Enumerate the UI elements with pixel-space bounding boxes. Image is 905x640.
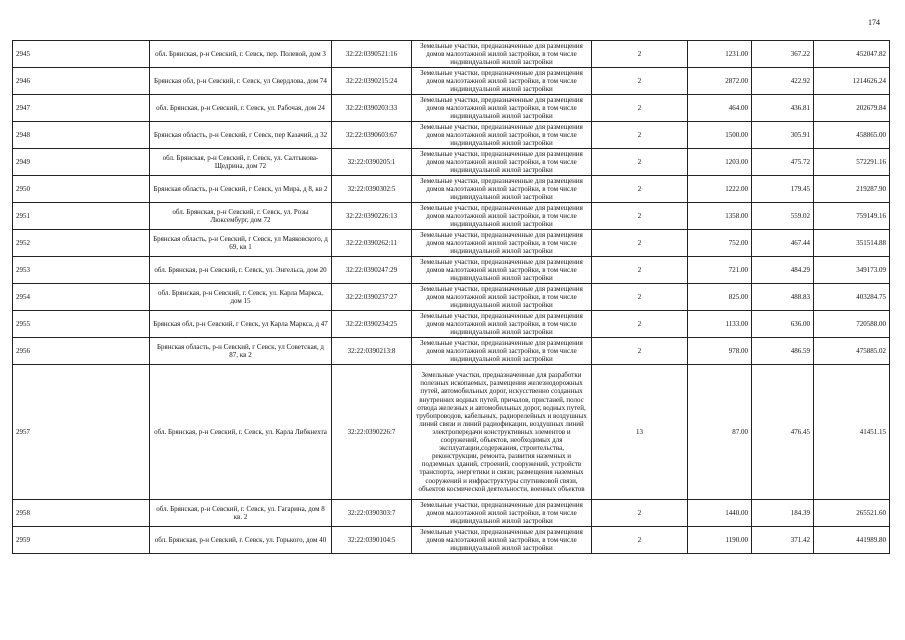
row-number: 2950 bbox=[13, 176, 150, 203]
specific-value-cell: 367.22 bbox=[752, 41, 814, 68]
address-cell: обл. Брянская, р-н Севский, г. Севск, пер. Полевой, дом 3 bbox=[150, 41, 332, 68]
cadastral-number-cell: 32:22:0390303:7 bbox=[332, 500, 412, 527]
cadastral-number-cell: 32:22:0390203:33 bbox=[332, 95, 412, 122]
address-cell: Брянская область, р-н Севский, г Севск, ул Советская, д 87, кв 2 bbox=[150, 338, 332, 365]
row-number: 2952 bbox=[13, 230, 150, 257]
area-cell: 825.00 bbox=[688, 284, 752, 311]
category-code-cell: 2 bbox=[592, 338, 688, 365]
area-cell: 1133.00 bbox=[688, 311, 752, 338]
table-row bbox=[13, 311, 890, 338]
land-use-cell: Земельные участки, предназначенные для размещения домов малоэтажной жилой застройки, в том числе индивидуальной жилой застройки bbox=[412, 68, 592, 95]
category-code-cell: 2 bbox=[592, 284, 688, 311]
row-number: 2949 bbox=[13, 149, 150, 176]
table-body bbox=[13, 41, 890, 554]
land-use-cell: Земельные участки, предназначенные для размещения домов малоэтажной жилой застройки, в том числе индивидуальной жилой застройки bbox=[412, 257, 592, 284]
row-number: 2956 bbox=[13, 338, 150, 365]
specific-value-cell: 371.42 bbox=[752, 527, 814, 554]
specific-value-cell: 305.91 bbox=[752, 122, 814, 149]
specific-value-cell: 476.45 bbox=[752, 365, 814, 500]
specific-value-cell: 467.44 bbox=[752, 230, 814, 257]
land-use-cell: Земельные участки, предназначенные для размещения домов малоэтажной жилой застройки, в том числе индивидуальной жилой застройки bbox=[412, 311, 592, 338]
cadastral-value-cell: 349173.09 bbox=[814, 257, 890, 284]
area-cell: 1500.00 bbox=[688, 122, 752, 149]
land-use-cell: Земельные участки, предназначенные для размещения домов малоэтажной жилой застройки, в том числе индивидуальной жилой застройки bbox=[412, 122, 592, 149]
cadastral-value-cell: 265521.60 bbox=[814, 500, 890, 527]
address-cell: обл. Брянская, р-н Севский, г. Севск, ул. Салтыкова-Щедрина, дом 72 bbox=[150, 149, 332, 176]
land-use-cell: Земельные участки, предназначенные для размещения домов малоэтажной жилой застройки, в том числе индивидуальной жилой застройки bbox=[412, 176, 592, 203]
specific-value-cell: 559.02 bbox=[752, 203, 814, 230]
land-use-cell: Земельные участки, предназначенные для разработки полезных ископаемых, размещения железнодорожных путей, автомобильных дорог, искусственно созданных внутренних водных путей, причалов, пристаней, полос отвода железных и автомобильных дорог, водных путей, трубопроводов, кабельных, радиорелейных и воздушных линий связи и линий радиофикации, воздушных линий электропередачи конструктивных элементов и сооружений, объектов, необходимых для эксплуатации,содержания, строительства, реконструкции, ремонта, развития наземных и подземных зданий, строений, сооружений, устройств транспорта, энергетики и связи; размещения наземных сооружений и инфраструктуры спутниковой связи, объектов космической деятельности, военных объектов bbox=[412, 365, 592, 500]
category-code-cell: 2 bbox=[592, 311, 688, 338]
category-code-cell: 13 bbox=[592, 365, 688, 500]
cadastral-number-cell: 32:22:0390213:8 bbox=[332, 338, 412, 365]
table-row bbox=[13, 527, 890, 554]
row-number: 2954 bbox=[13, 284, 150, 311]
table-row bbox=[13, 230, 890, 257]
address-cell: обл. Брянская, р-н Севский, г. Севск, ул. Горького, дом 40 bbox=[150, 527, 332, 554]
specific-value-cell: 179.45 bbox=[752, 176, 814, 203]
row-number: 2957 bbox=[13, 365, 150, 500]
row-number: 2945 bbox=[13, 41, 150, 68]
cadastral-value-cell: 1214626.24 bbox=[814, 68, 890, 95]
area-cell: 978.00 bbox=[688, 338, 752, 365]
cadastral-number-cell: 32:22:0390262:11 bbox=[332, 230, 412, 257]
land-use-cell: Земельные участки, предназначенные для размещения домов малоэтажной жилой застройки, в том числе индивидуальной жилой застройки bbox=[412, 284, 592, 311]
land-use-cell: Земельные участки, предназначенные для размещения домов малоэтажной жилой застройки, в том числе индивидуальной жилой застройки bbox=[412, 41, 592, 68]
specific-value-cell: 488.83 bbox=[752, 284, 814, 311]
land-registry-table bbox=[12, 40, 890, 554]
category-code-cell: 2 bbox=[592, 230, 688, 257]
category-code-cell: 2 bbox=[592, 527, 688, 554]
cadastral-value-cell: 351514.88 bbox=[814, 230, 890, 257]
cadastral-number-cell: 32:22:0390226:13 bbox=[332, 203, 412, 230]
cadastral-value-cell: 403284.75 bbox=[814, 284, 890, 311]
area-cell: 1358.00 bbox=[688, 203, 752, 230]
land-use-cell: Земельные участки, предназначенные для размещения домов малоэтажной жилой застройки, в том числе индивидуальной жилой застройки bbox=[412, 500, 592, 527]
cadastral-number-cell: 32:22:0390302:5 bbox=[332, 176, 412, 203]
category-code-cell: 2 bbox=[592, 68, 688, 95]
table-row bbox=[13, 41, 890, 68]
address-cell: Брянская область, р-н Севский, г Севск, ул Мира, д 8, кв 2 bbox=[150, 176, 332, 203]
area-cell: 87.00 bbox=[688, 365, 752, 500]
land-use-cell: Земельные участки, предназначенные для размещения домов малоэтажной жилой застройки, в том числе индивидуальной жилой застройки bbox=[412, 230, 592, 257]
category-code-cell: 2 bbox=[592, 122, 688, 149]
category-code-cell: 2 bbox=[592, 500, 688, 527]
area-cell: 1231.00 bbox=[688, 41, 752, 68]
land-use-cell: Земельные участки, предназначенные для размещения домов малоэтажной жилой застройки, в том числе индивидуальной жилой застройки bbox=[412, 149, 592, 176]
address-cell: обл. Брянская, р-н Севский, г. Севск, ул. Карла Маркса, дом 15 bbox=[150, 284, 332, 311]
land-use-cell: Земельные участки, предназначенные для размещения домов малоэтажной жилой застройки, в том числе индивидуальной жилой застройки bbox=[412, 95, 592, 122]
specific-value-cell: 475.72 bbox=[752, 149, 814, 176]
address-cell: обл. Брянская, р-н Севский, г. Севск, ул. Гагарина, дом 8 кв. 2 bbox=[150, 500, 332, 527]
row-number: 2947 bbox=[13, 95, 150, 122]
category-code-cell: 2 bbox=[592, 203, 688, 230]
area-cell: 1203.00 bbox=[688, 149, 752, 176]
specific-value-cell: 484.29 bbox=[752, 257, 814, 284]
cadastral-number-cell: 32:22:0390521:16 bbox=[332, 41, 412, 68]
cadastral-number-cell: 32:22:0390215:24 bbox=[332, 68, 412, 95]
cadastral-number-cell: 32:22:0390247:29 bbox=[332, 257, 412, 284]
cadastral-value-cell: 452047.82 bbox=[814, 41, 890, 68]
cadastral-number-cell: 32:22:0390603:67 bbox=[332, 122, 412, 149]
row-number: 2955 bbox=[13, 311, 150, 338]
cadastral-value-cell: 572291.16 bbox=[814, 149, 890, 176]
specific-value-cell: 436.81 bbox=[752, 95, 814, 122]
land-use-cell: Земельные участки, предназначенные для размещения домов малоэтажной жилой застройки, в том числе индивидуальной жилой застройки bbox=[412, 203, 592, 230]
row-number: 2953 bbox=[13, 257, 150, 284]
area-cell: 1440.00 bbox=[688, 500, 752, 527]
category-code-cell: 2 bbox=[592, 257, 688, 284]
cadastral-number-cell: 32:22:0390226:7 bbox=[332, 365, 412, 500]
category-code-cell: 2 bbox=[592, 149, 688, 176]
table-row bbox=[13, 95, 890, 122]
row-number: 2948 bbox=[13, 122, 150, 149]
specific-value-cell: 184.39 bbox=[752, 500, 814, 527]
address-cell: обл. Брянская, р-н Севский, г. Севск, ул. Розы Люксембург, дом 72 bbox=[150, 203, 332, 230]
row-number: 2958 bbox=[13, 500, 150, 527]
area-cell: 721.00 bbox=[688, 257, 752, 284]
address-cell: Брянская обл, р-н Севский, г Севск, ул Карла Маркса, д 47 bbox=[150, 311, 332, 338]
area-cell: 1222.00 bbox=[688, 176, 752, 203]
category-code-cell: 2 bbox=[592, 176, 688, 203]
cadastral-value-cell: 219287.90 bbox=[814, 176, 890, 203]
address-cell: обл. Брянская, р-н Севский, г. Севск, ул. Энгельса, дом 20 bbox=[150, 257, 332, 284]
address-cell: обл. Брянская, р-н Севский, г. Севск, ул. Карла Либкнехта bbox=[150, 365, 332, 500]
cadastral-value-cell: 720588.00 bbox=[814, 311, 890, 338]
area-cell: 464.00 bbox=[688, 95, 752, 122]
area-cell: 1190.00 bbox=[688, 527, 752, 554]
table-row bbox=[13, 68, 890, 95]
table-row bbox=[13, 203, 890, 230]
specific-value-cell: 636.00 bbox=[752, 311, 814, 338]
cadastral-number-cell: 32:22:0390104:5 bbox=[332, 527, 412, 554]
cadastral-value-cell: 458865.00 bbox=[814, 122, 890, 149]
row-number: 2951 bbox=[13, 203, 150, 230]
address-cell: обл. Брянская, р-н Севский, г. Севск, ул. Рабочая, дом 24 bbox=[150, 95, 332, 122]
cadastral-number-cell: 32:22:0390205:1 bbox=[332, 149, 412, 176]
cadastral-value-cell: 202679.84 bbox=[814, 95, 890, 122]
cadastral-number-cell: 32:22:0390234:25 bbox=[332, 311, 412, 338]
address-cell: Брянская область, р-н Севский, г Севск, ул Маяковского, д 69, кв 1 bbox=[150, 230, 332, 257]
table-row bbox=[13, 122, 890, 149]
cadastral-value-cell: 41451.15 bbox=[814, 365, 890, 500]
category-code-cell: 2 bbox=[592, 95, 688, 122]
row-number: 2946 bbox=[13, 68, 150, 95]
area-cell: 2872.00 bbox=[688, 68, 752, 95]
table-row bbox=[13, 257, 890, 284]
table-row bbox=[13, 284, 890, 311]
cadastral-value-cell: 759149.16 bbox=[814, 203, 890, 230]
table-row bbox=[13, 365, 890, 500]
table-row bbox=[13, 149, 890, 176]
address-cell: Брянская область, р-н Севский, г Севск, пер Казачий, д 32 bbox=[150, 122, 332, 149]
specific-value-cell: 422.92 bbox=[752, 68, 814, 95]
table-row bbox=[13, 176, 890, 203]
page-number: 174 bbox=[868, 18, 880, 27]
table-row bbox=[13, 338, 890, 365]
table-row bbox=[13, 500, 890, 527]
address-cell: Брянская обл, р-н Севский, г. Севск, ул Свердлова, дом 74 bbox=[150, 68, 332, 95]
cadastral-number-cell: 32:22:0390237:27 bbox=[332, 284, 412, 311]
land-use-cell: Земельные участки, предназначенные для размещения домов малоэтажной жилой застройки, в том числе индивидуальной жилой застройки bbox=[412, 527, 592, 554]
cadastral-value-cell: 475885.02 bbox=[814, 338, 890, 365]
specific-value-cell: 486.59 bbox=[752, 338, 814, 365]
area-cell: 752.00 bbox=[688, 230, 752, 257]
category-code-cell: 2 bbox=[592, 41, 688, 68]
cadastral-value-cell: 441989.80 bbox=[814, 527, 890, 554]
row-number: 2959 bbox=[13, 527, 150, 554]
land-use-cell: Земельные участки, предназначенные для размещения домов малоэтажной жилой застройки, в том числе индивидуальной жилой застройки bbox=[412, 338, 592, 365]
